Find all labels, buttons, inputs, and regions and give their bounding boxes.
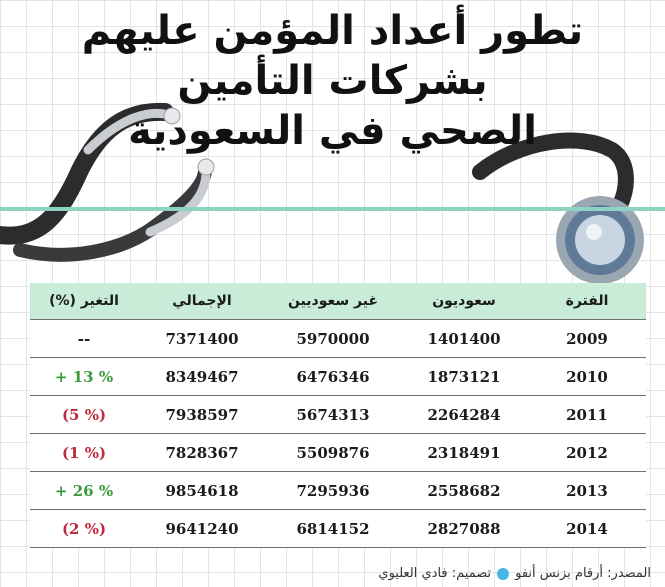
header-year: الفترة (565, 293, 609, 309)
cell-change: % 26 + (54, 481, 114, 500)
cell-total: 8349467 (165, 367, 239, 386)
cell-year: 2011 (566, 405, 608, 424)
table-row (30, 509, 646, 548)
cell-total: 9641240 (165, 519, 239, 538)
header-total: الإجمالي (172, 293, 232, 309)
divider-line (0, 207, 665, 211)
cell-saudi: 2318491 (427, 443, 501, 462)
cell-saudi: 2827088 (427, 519, 501, 538)
header-change: التغير (%) (49, 293, 119, 309)
chestpiece-diaphragm (575, 215, 625, 265)
bullet-dot-icon (497, 568, 509, 580)
design-credit: تصميم: فادي العليوي (378, 566, 492, 581)
cell-change: (% 5) (61, 405, 107, 424)
page-title (0, 6, 665, 156)
table-row (30, 471, 646, 509)
table-row (30, 395, 646, 433)
cell-year: 2009 (566, 329, 608, 348)
footer (378, 566, 651, 581)
header-saudi: سعوديون (432, 293, 496, 309)
data-table (30, 283, 646, 548)
cell-change: -- (77, 329, 91, 348)
table-row (30, 433, 646, 471)
source-text: المصدر: أرقام بزنس أنفو (515, 566, 651, 581)
cell-year: 2013 (566, 481, 608, 500)
title-line-2: الصحي في السعودية (128, 108, 537, 154)
cell-non-saudi: 6476346 (296, 367, 370, 386)
cell-change: % 13 + (54, 367, 114, 386)
cell-total: 7828367 (165, 443, 239, 462)
chestpiece-highlight (586, 224, 602, 240)
title-line-1: تطور أعداد المؤمن عليهم بشركات التأمين (81, 8, 584, 104)
cell-saudi: 2264284 (427, 405, 501, 424)
cell-change: (% 1) (61, 443, 107, 462)
earpiece-tip-2 (198, 159, 214, 175)
cell-year: 2014 (566, 519, 608, 538)
cell-non-saudi: 6814152 (296, 519, 370, 538)
cell-total: 7938597 (165, 405, 239, 424)
cell-total: 9854618 (165, 481, 239, 500)
table-row (30, 357, 646, 395)
table-row (30, 319, 646, 357)
cell-year: 2010 (566, 367, 608, 386)
cell-non-saudi: 5509876 (296, 443, 370, 462)
cell-saudi: 1873121 (427, 367, 501, 386)
header-non-saudi: غير سعوديين (287, 293, 379, 309)
cell-non-saudi: 5970000 (296, 329, 370, 348)
cell-saudi: 1401400 (427, 329, 501, 348)
cell-total: 7371400 (165, 329, 239, 348)
cell-year: 2012 (566, 443, 608, 462)
cell-change: (% 2) (61, 519, 107, 538)
table-header-row (30, 283, 646, 319)
cell-non-saudi: 5674313 (296, 405, 370, 424)
cell-saudi: 2558682 (427, 481, 501, 500)
cell-non-saudi: 7295936 (296, 481, 370, 500)
